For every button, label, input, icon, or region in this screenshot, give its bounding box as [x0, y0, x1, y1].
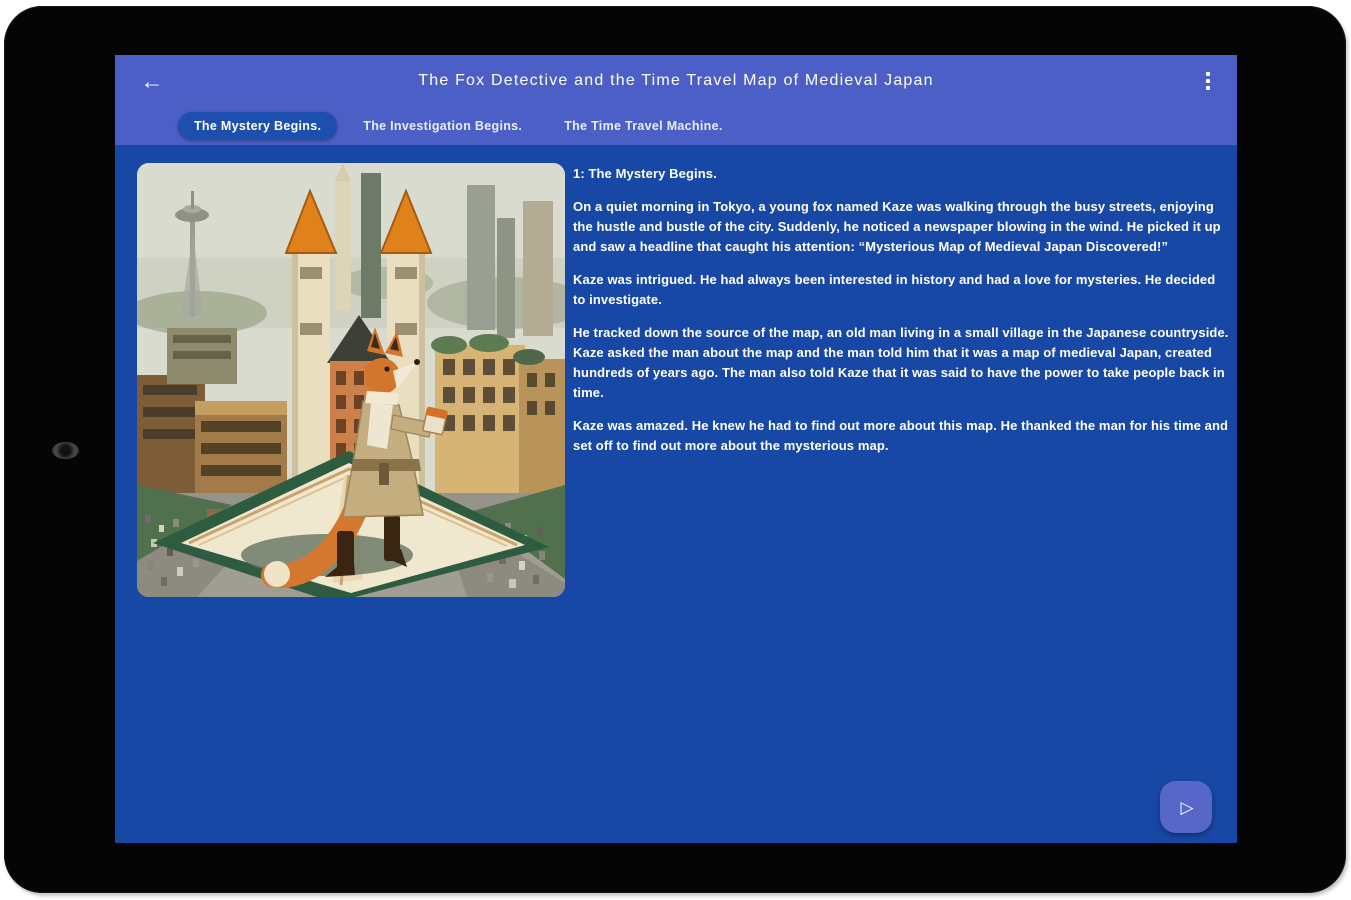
story-paragraph: Kaze was intrigued. He had always been interested in history and had a love for mysteries. He decided to investigate.: [573, 272, 1216, 307]
story-illustration: [137, 163, 565, 597]
tab-the-investigation-begins[interactable]: The Investigation Begins.: [363, 119, 523, 133]
story-paragraph: On a quiet morning in Tokyo, a young fox named Kaze was walking through the busy streets, enjoying the hustle and bustle of the city. Suddenly, he noticed a newspaper blowing in the wind. He picked it up and saw a headline that caught his attention: “Mysterious Map of Medieval Japan Discovered!”: [573, 199, 1221, 254]
play-narration-button[interactable]: [1160, 781, 1212, 833]
page-title: The Fox Detective and the Time Travel Map of Medieval Japan: [418, 72, 934, 89]
kebab-menu-icon[interactable]: [1195, 68, 1221, 94]
app-screen: [115, 55, 1237, 843]
chapter-content: [115, 145, 1237, 843]
front-camera: [52, 442, 79, 459]
play-icon: ▷: [1180, 797, 1194, 817]
tab-the-mystery-begins[interactable]: The Mystery Begins.: [178, 112, 337, 140]
app-bar: [115, 55, 1237, 107]
fox-city-scene: [137, 163, 565, 597]
chapter-heading: 1: The Mystery Begins.: [573, 166, 717, 181]
left-buildings: [137, 328, 287, 505]
right-buildings: [431, 334, 565, 507]
story-paragraph: He tracked down the source of the map, an old man living in a small village in the Japanese countryside. Kaze asked the man about the map and the man told him that it was a map of medieval Japan, created hundreds of years ago. The man also told Kaze that it was said to have the power to take people back in time.: [573, 325, 1229, 400]
story-paragraph: Kaze was amazed. He knew he had to find out more about this map. He thanked the man for his time and set off to find out more about the mysterious map.: [573, 418, 1229, 453]
tablet-frame: [4, 6, 1346, 893]
tab-the-time-travel-machine[interactable]: The Time Travel Machine.: [564, 119, 723, 133]
back-button[interactable]: ←: [140, 68, 164, 94]
story-text: [573, 164, 1231, 469]
chapter-tab-bar: [115, 107, 1237, 145]
